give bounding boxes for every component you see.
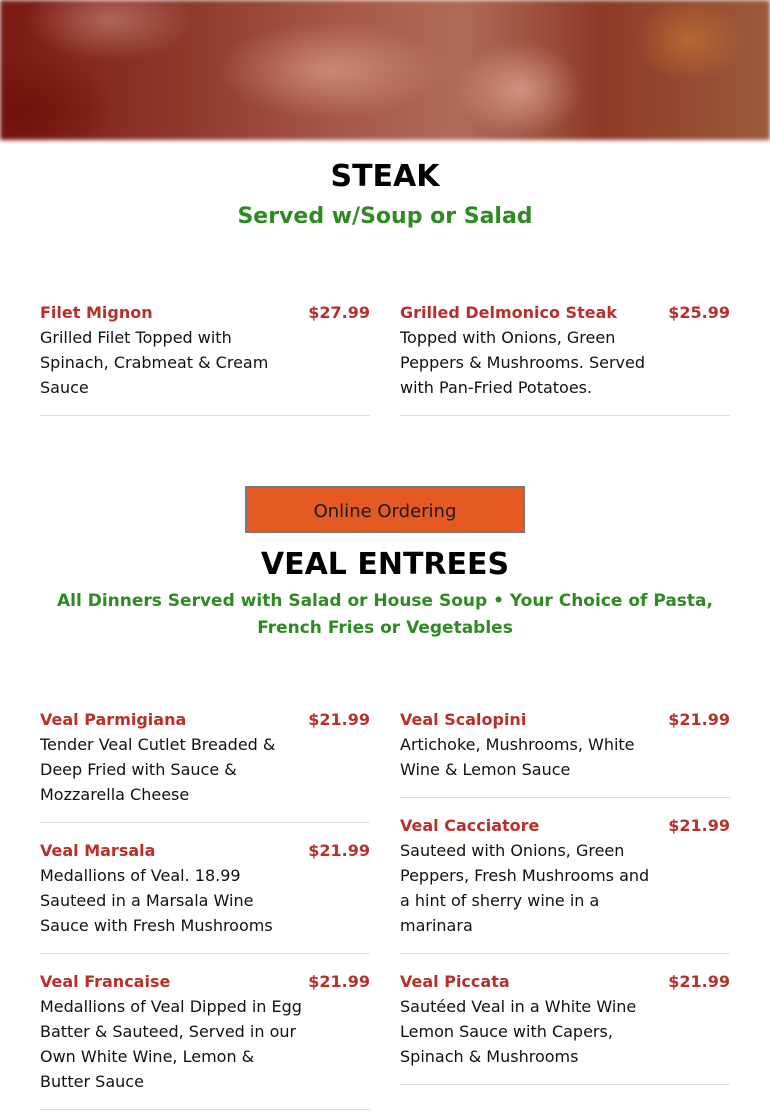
menu-item-price: $21.99	[668, 710, 730, 729]
menu-item	[40, 707, 370, 823]
menu-item-name: Grilled Delmonico Steak	[400, 303, 618, 322]
menu-item	[400, 969, 730, 1085]
menu-item	[400, 707, 730, 798]
menu-item-name: Veal Francaise	[40, 972, 171, 991]
menu-item	[400, 300, 730, 416]
menu-item-description: Artichoke, Mushrooms, White Wine & Lemon Sauce	[400, 735, 635, 779]
hero-image	[0, 0, 770, 140]
menu-item-name: Veal Scalopini	[400, 710, 527, 729]
menu-item-price: $25.99	[668, 303, 730, 322]
menu-item-price: $27.99	[308, 303, 370, 322]
menu-item-description: Sautéed Veal in a White Wine Lemon Sauce with Capers, Spinach & Mushrooms	[400, 997, 637, 1066]
menu-item-price: $21.99	[668, 972, 730, 991]
menu-item-name: Filet Mignon	[40, 303, 153, 322]
menu-item-name: Veal Marsala	[40, 841, 156, 860]
steak-section-title: STEAK	[330, 159, 440, 194]
online-ordering-button[interactable]: Online Ordering	[245, 486, 525, 533]
veal-section-title: VEAL ENTREES	[260, 547, 510, 582]
menu-item-description: Medallions of Veal. 18.99 Sauteed in a Marsala Wine Sauce with Fresh Mushrooms	[40, 866, 273, 935]
menu-item-description: Sauteed with Onions, Green Peppers, Fresh Mushrooms and a hint of sherry wine in a marinara	[400, 841, 650, 935]
menu-item	[400, 813, 730, 954]
menu-item	[40, 838, 370, 954]
menu-item-price: $21.99	[668, 816, 730, 835]
menu-item-price: $21.99	[308, 710, 370, 729]
menu-item-name: Veal Parmigiana	[40, 710, 187, 729]
menu-item-description: Tender Veal Cutlet Breaded & Deep Fried with Sauce & Mozzarella Cheese	[40, 735, 276, 804]
veal-section-subtitle: All Dinners Served with Salad or House Soup • Your Choice of Pasta, French Fries or Vegetables	[56, 591, 713, 638]
menu-item-description: Grilled Filet Topped with Spinach, Crabmeat & Cream Sauce	[40, 328, 269, 397]
menu-item	[40, 969, 370, 1110]
menu-item-price: $21.99	[308, 972, 370, 991]
menu-item-name: Veal Piccata	[400, 972, 510, 991]
menu-item-description: Medallions of Veal Dipped in Egg Batter & Sauteed, Served in our Own White Wine, Lemon & Butter Sauce	[40, 997, 302, 1091]
menu-item-name: Veal Cacciatore	[400, 816, 540, 835]
steak-section-subtitle: Served w/Soup or Salad	[237, 204, 533, 229]
menu-item	[40, 300, 370, 416]
menu-item-price: $21.99	[308, 841, 370, 860]
menu-item-description: Topped with Onions, Green Peppers & Mushrooms. Served with Pan-Fried Potatoes.	[400, 328, 646, 397]
